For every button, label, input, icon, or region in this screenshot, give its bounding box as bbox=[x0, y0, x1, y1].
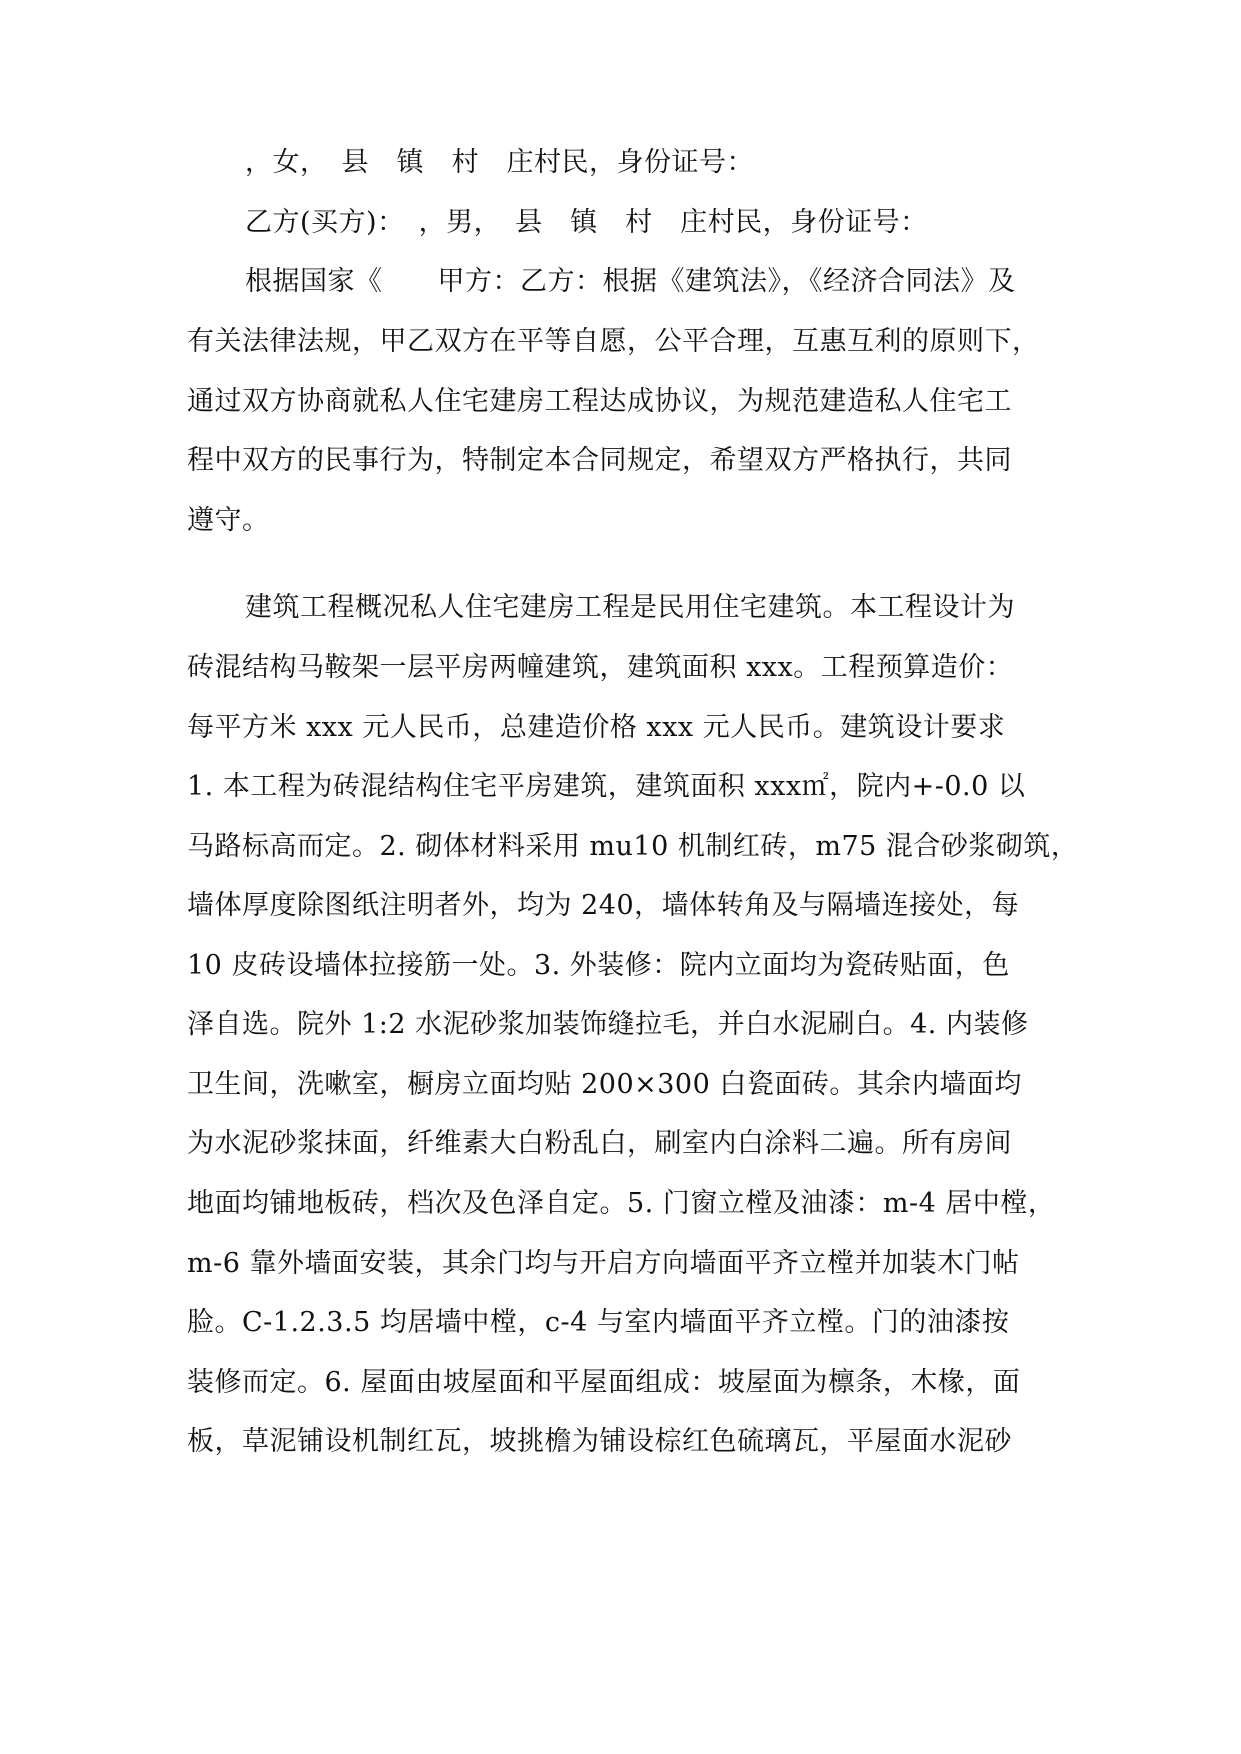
text-line: 装修而定。6. 屋面由坡屋面和平屋面组成：坡屋面为檩条，木椽，面 bbox=[187, 1367, 1021, 1398]
text-line: 砖混结构马鞍架一层平房两幢建筑，建筑面积 xxx。工程预算造价： bbox=[187, 652, 1014, 683]
text-line: ，女， 县 镇 村 庄村民，身份证号： bbox=[245, 147, 754, 178]
text-line: 1. 本工程为砖混结构住宅平房建筑，建筑面积 xxx㎡，院内+-0.0 以 bbox=[187, 771, 1026, 802]
text-line: 遵守。 bbox=[187, 505, 270, 536]
text-line: 板，草泥铺设机制红瓦，坡挑檐为铺设棕红色硫璃瓦，平屋面水泥砂 bbox=[187, 1426, 1012, 1457]
text-line: 为水泥砂浆抹面，纤维素大白粉乱白，刷室内白涂料二遍。所有房间 bbox=[187, 1128, 1012, 1159]
text-line: 建筑工程概况私人住宅建房工程是民用住宅建筑。本工程设计为 bbox=[245, 592, 1015, 623]
text-line: 马路标高而定。2. 砌体材料采用 mu10 机制红砖，m75 混合砂浆砌筑， bbox=[187, 831, 1079, 862]
text-line: 墙体厚度除图纸注明者外，均为 240，墙体转角及与隔墙连接处，每 bbox=[187, 890, 1020, 921]
text-line: 乙方(买方)： ，男， 县 镇 村 庄村民，身份证号： bbox=[245, 207, 928, 238]
text-line: 10 皮砖设墙体拉接筋一处。3. 外装修：院内立面均为瓷砖贴面，色 bbox=[187, 950, 1010, 981]
text-line: m-6 靠外墙面安装，其余门均与开启方向墙面平齐立樘并加装木门帖 bbox=[187, 1248, 1020, 1279]
text-line: 通过双方协商就私人住宅建房工程达成协议，为规范建造私人住宅工 bbox=[187, 386, 1012, 417]
text-line: 地面均铺地板砖，档次及色泽自定。5. 门窗立樘及油漆：m-4 居中樘， bbox=[187, 1188, 1056, 1219]
text-line: 根据国家《 甲方：乙方：根据《建筑法》，《经济合同法》及 bbox=[245, 266, 1016, 297]
text-line: 脸。C-1.2.3.5 均居墙中樘，c-4 与室内墙面平齐立樘。门的油漆按 bbox=[187, 1307, 1010, 1338]
text-line: 有关法律法规，甲乙双方在平等自愿，公平合理，互惠互利的原则下， bbox=[187, 326, 1040, 357]
text-line: 每平方米 xxx 元人民币，总建造价格 xxx 元人民币。建筑设计要求 bbox=[187, 712, 1006, 743]
text-line: 泽自选。院外 1:2 水泥砂浆加装饰缝拉毛，并白水泥刷白。4. 内装修 bbox=[187, 1009, 1029, 1040]
text-line: 程中双方的民事行为，特制定本合同规定，希望双方严格执行，共同 bbox=[187, 445, 1012, 476]
text-line: 卫生间，洗嗽室，橱房立面均贴 200×300 白瓷面砖。其余内墙面均 bbox=[187, 1069, 1022, 1100]
